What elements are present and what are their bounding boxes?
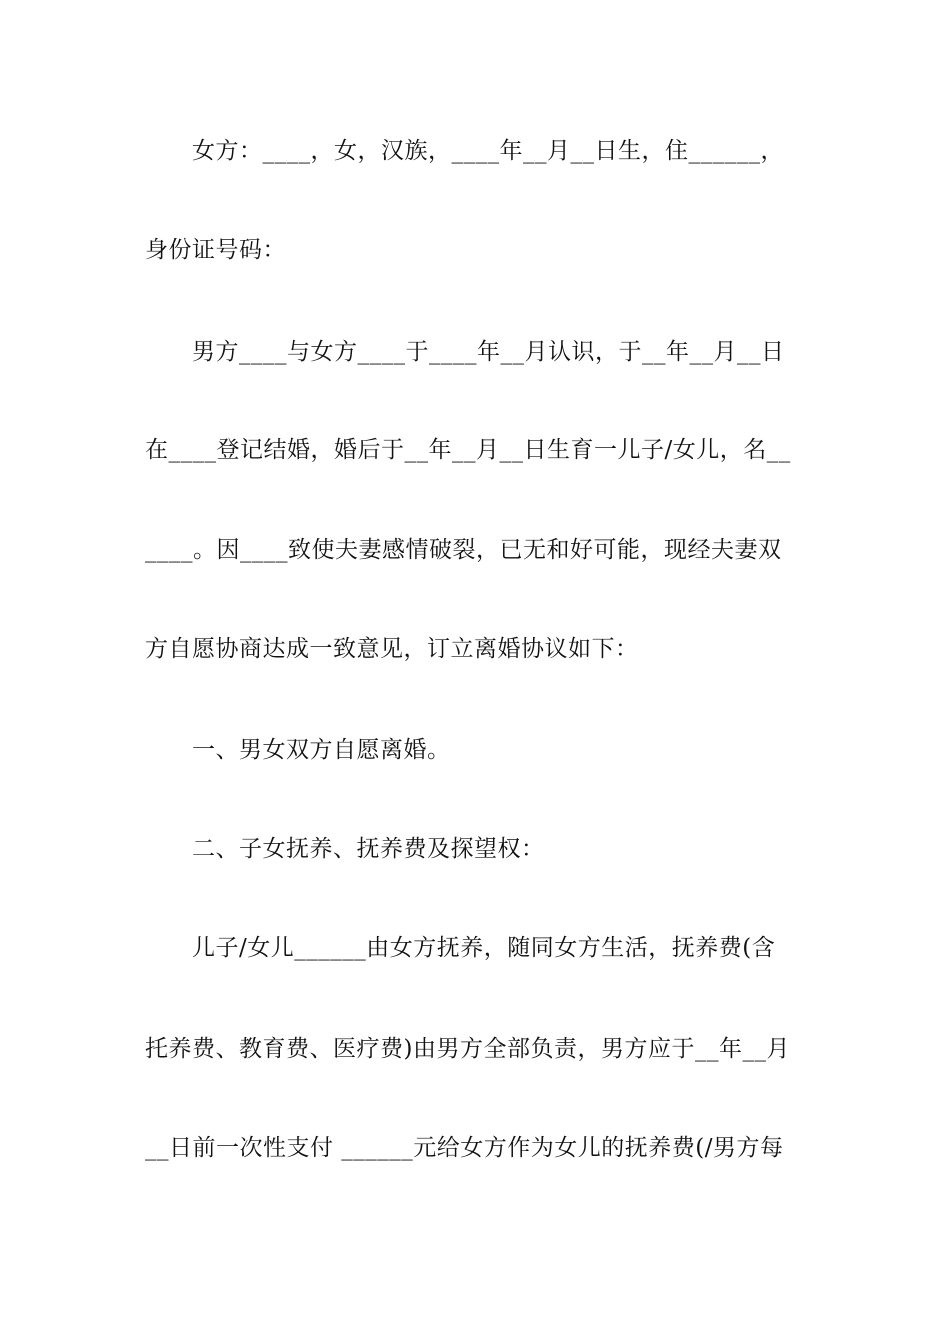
text-line-5: ____。因____致使夫妻感情破裂，已无和好可能，现经夫妻双 <box>145 537 782 563</box>
text-line-3: 男方____与女方____于____年__月认识，于__年__月__日 <box>145 339 785 365</box>
text-line-4: 在____登记结婚，婚后于__年__月__日生育一儿子/女儿，名__ <box>145 437 791 463</box>
text-line-7: 一、男女双方自愿离婚。 <box>145 737 451 763</box>
text-line-9: 儿子/女儿______由女方抚养，随同女方生活，抚养费(含 <box>145 935 776 961</box>
text-line-11: __日前一次性支付 ______元给女方作为女儿的抚养费(/男方每 <box>145 1135 784 1161</box>
text-line-6: 方自愿协商达成一致意见，订立离婚协议如下： <box>145 636 639 662</box>
text-line-2: 身份证号码： <box>145 237 286 263</box>
text-line-1: 女方：____，女，汉族，____年__月__日生，住______， <box>145 138 784 164</box>
text-line-8: 二、子女抚养、抚养费及探望权： <box>145 836 545 862</box>
text-line-10: 托养费、教育费、医疗费)由男方全部负责，男方应于__年__月 <box>145 1036 790 1062</box>
